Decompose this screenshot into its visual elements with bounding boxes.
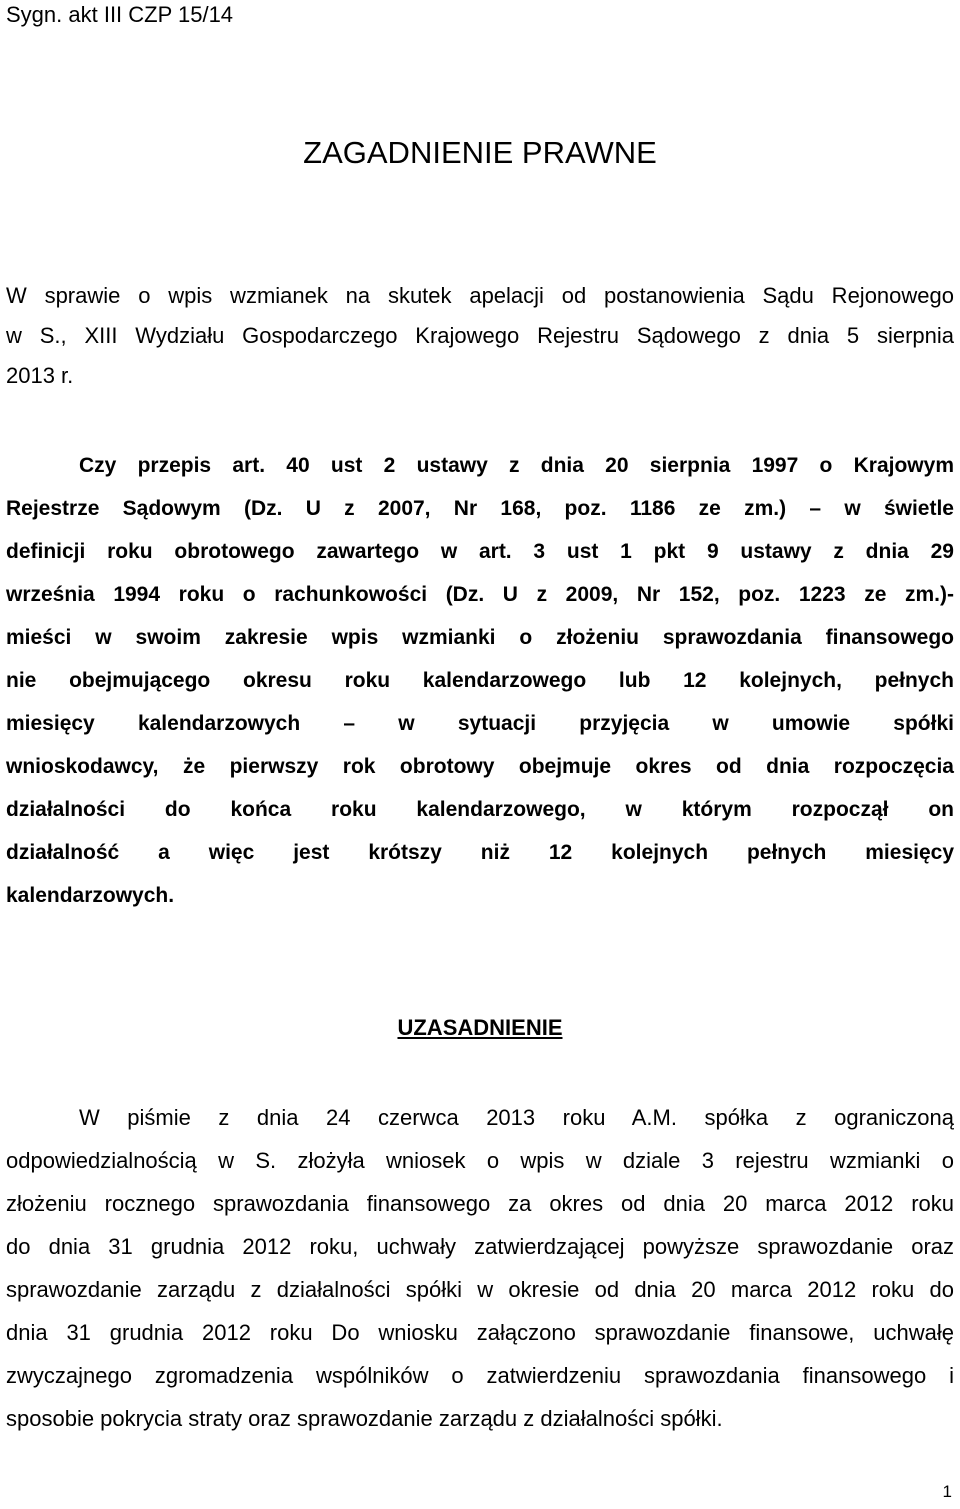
body-line: odpowiedzialnością w S. złożyła wniosek o wpis w dziale 3 rejestru wzmianki o [6,1148,954,1173]
body-line: sposobie pokrycia straty oraz sprawozdanie zarządu z działalności spółki. [6,1406,723,1431]
body-line: sprawozdanie zarządu z działalności spółki w okresie od dnia 20 marca 2012 roku do [6,1277,954,1302]
question-line: Czy przepis art. 40 ust 2 ustawy z dnia 20 sierpnia 1997 o Krajowym [79,454,954,477]
intro-line: w S., XIII Wydziału Gospodarczego Krajowego Rejestru Sądowego z dnia 5 sierpnia [6,323,954,348]
question-line: mieści w swoim zakresie wpis wzmianki o złożeniu sprawozdania finansowego [6,626,954,649]
question-line: kalendarzowych. [6,884,175,907]
question-line: września 1994 roku o rachunkowości (Dz. U z 2009, Nr 152, poz. 1223 ze zm.)- [6,583,954,606]
question-line: nie obejmującego okresu roku kalendarzowego lub 12 kolejnych, pełnych [6,669,954,692]
question-line: miesięcy kalendarzowych – w sytuacji przyjęcia w umowie spółki [6,712,954,735]
question-line: Rejestrze Sądowym (Dz. U z 2007, Nr 168, poz. 1186 ze zm.) – w świetle [6,497,954,520]
intro-paragraph [6,276,954,396]
body-line: W piśmie z dnia 24 czerwca 2013 roku A.M. spółka z ograniczoną [79,1105,954,1130]
page-title: ZAGADNIENIE PRAWNE [303,135,657,170]
legal-question [6,444,954,917]
question-line: definicji roku obrotowego zawartego w art. 3 ust 1 pkt 9 ustawy z dnia 29 [6,540,954,563]
question-line: wnioskodawcy, że pierwszy rok obrotowy obejmuje okres od dnia rozpoczęcia [6,755,954,778]
intro-line: 2013 r. [6,363,74,388]
body-line: złożeniu rocznego sprawozdania finansowego za okres od dnia 20 marca 2012 roku [6,1191,954,1216]
body-line: zwyczajnego zgromadzenia wspólników o zatwierdzeniu sprawozdania finansowego i [6,1363,954,1388]
section-heading-uzasadnienie: UZASADNIENIE [397,1015,563,1040]
question-line: działalność a więc jest krótszy niż 12 kolejnych pełnych miesięcy [6,841,954,864]
question-line: działalności do końca roku kalendarzowego, w którym rozpoczął on [6,798,954,821]
body-line: do dnia 31 grudnia 2012 roku, uchwały zatwierdzającej powyższe sprawozdanie oraz [6,1234,954,1259]
page-number: 1 [942,1482,952,1501]
case-signature: Sygn. akt III CZP 15/14 [6,2,234,27]
body-line: dnia 31 grudnia 2012 roku Do wniosku załączono sprawozdanie finansowe, uchwałę [6,1320,954,1345]
justification-paragraph [6,1096,954,1440]
intro-line: W sprawie o wpis wzmianek na skutek apelacji od postanowienia Sądu Rejonowego [6,283,954,308]
